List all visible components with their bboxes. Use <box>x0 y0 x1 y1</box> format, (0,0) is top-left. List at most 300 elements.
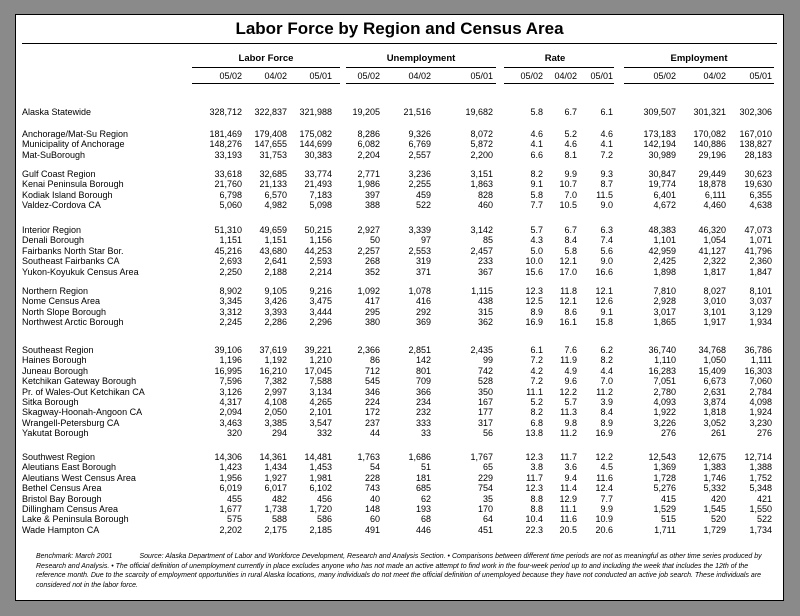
table-cell: 6,673 <box>703 376 726 387</box>
table-cell: 5.2 <box>530 397 543 407</box>
table-cell: 3,142 <box>470 225 493 235</box>
table-cell: 5,332 <box>703 483 726 494</box>
table-cell: 47,073 <box>744 225 772 235</box>
table-cell: 9.9 <box>564 169 577 179</box>
table-cell: 2,771 <box>357 169 380 179</box>
table-cell: 11.9 <box>560 355 577 366</box>
table-cell: 15.8 <box>595 317 613 328</box>
table-cell: 22.3 <box>525 524 543 535</box>
table-cell: 12.2 <box>595 452 613 462</box>
table-cell: 6,019 <box>219 483 242 494</box>
table-cell: 1,927 <box>264 472 287 483</box>
table-cell: 17.0 <box>559 266 577 277</box>
table-cell: 30,623 <box>744 169 772 179</box>
table-cell: 1,453 <box>309 462 332 473</box>
table-cell: 21,493 <box>304 179 332 190</box>
group-rule <box>346 67 496 68</box>
area-name: Sitka Borough <box>22 397 79 407</box>
table-cell: 237 <box>364 417 380 428</box>
table-cell: 45,216 <box>214 245 242 256</box>
table-cell: 4.5 <box>600 462 613 473</box>
table-cell: 4,265 <box>309 397 332 407</box>
table-cell: 9,216 <box>309 286 332 296</box>
table-row <box>16 225 785 235</box>
table-cell: 8,902 <box>219 286 242 296</box>
table-cell: 42,959 <box>648 245 676 256</box>
footnote-text: • Comparisons between different time periods are not as meaningful as other time series produced by Research and Analysis. • The official definition of unemployment currently in place excludes anyone who has not made an active attempt to find work in the four-week period up to and including the week that includes the 12th of the reference month. Due to the scarcity of employment opportunities in rural Alaska locations, many individuals do not meet the official definition of unemployed because they have not conducted an active job search. These individuals are considered not in the labor force. <box>36 553 762 589</box>
table-cell: 5,872 <box>470 139 493 150</box>
table-cell: 586 <box>316 514 332 525</box>
table-cell: 2,214 <box>309 266 332 277</box>
table-row <box>16 428 785 438</box>
table-cell: 362 <box>477 317 493 328</box>
table-cell: 234 <box>415 397 431 407</box>
table-cell: 51,310 <box>214 225 242 235</box>
table-cell: 522 <box>756 514 772 525</box>
table-cell: 2,296 <box>309 317 332 328</box>
group-header-labor-force: Labor Force <box>238 53 294 64</box>
table-row <box>16 483 785 493</box>
table-cell: 34,768 <box>698 345 726 355</box>
table-cell: 1,071 <box>749 235 772 246</box>
table-row <box>16 366 785 376</box>
group-header-employment: Employment <box>670 53 728 64</box>
table-cell: 3,463 <box>219 417 242 428</box>
table-cell: 3,010 <box>703 296 726 307</box>
table-cell: 37,619 <box>259 345 287 355</box>
table-cell: 148 <box>364 504 380 514</box>
table-cell: 388 <box>364 200 380 211</box>
table-cell: 1,383 <box>703 462 726 473</box>
table-cell: 482 <box>271 493 287 504</box>
table-cell: 21,516 <box>403 107 431 117</box>
table-cell: 3,339 <box>408 225 431 235</box>
table-cell: 333 <box>415 417 431 428</box>
table-cell: 2,245 <box>219 317 242 328</box>
table-cell: 438 <box>477 296 493 307</box>
table-cell: 4,638 <box>749 200 772 211</box>
table-cell: 350 <box>477 386 493 397</box>
table-cell: 29,196 <box>698 149 726 160</box>
table-cell: 2,185 <box>309 524 332 535</box>
table-row <box>16 179 785 189</box>
table-cell: 16,303 <box>744 365 772 376</box>
area-name: Anchorage/Mat-Su Region <box>22 129 129 139</box>
area-name: Kodiak Island Borough <box>22 189 113 200</box>
table-row <box>16 150 785 160</box>
table-cell: 2,255 <box>408 179 431 190</box>
footnote-benchmark: Benchmark: March 2001 <box>36 553 113 560</box>
table-cell: 12.3 <box>525 452 543 462</box>
table-row <box>16 345 785 355</box>
table-cell: 12.1 <box>595 286 613 296</box>
table-cell: 8,027 <box>703 286 726 296</box>
table-cell: 17,045 <box>304 365 332 376</box>
column-header: 04/02 <box>703 71 726 81</box>
table-cell: 39,106 <box>214 345 242 355</box>
table-cell: 1,817 <box>703 266 726 277</box>
table-cell: 44 <box>369 428 380 439</box>
table-cell: 6,769 <box>408 139 431 150</box>
area-name: Yakutat Borough <box>22 428 89 439</box>
area-name: Wrangell-Petersburg CA <box>22 417 120 428</box>
area-name: Northwest Arctic Borough <box>22 317 124 328</box>
area-name: Wade Hampton CA <box>22 524 100 535</box>
table-cell: 6.7 <box>564 225 577 235</box>
table-cell: 3,312 <box>219 306 242 317</box>
table-cell: 460 <box>477 200 493 211</box>
table-cell: 588 <box>271 514 287 525</box>
table-cell: 12,714 <box>744 452 772 462</box>
table-cell: 5,060 <box>219 200 242 211</box>
table-cell: 8.2 <box>600 355 613 366</box>
table-cell: 10.9 <box>595 514 613 525</box>
area-name: Juneau Borough <box>22 365 89 376</box>
table-cell: 3,017 <box>653 306 676 317</box>
table-cell: 7.2 <box>600 149 613 160</box>
table-cell: 4.1 <box>600 139 613 150</box>
table-cell: 2,553 <box>408 245 431 256</box>
table-cell: 346 <box>364 386 380 397</box>
area-name: Southwest Region <box>22 452 96 462</box>
table-cell: 742 <box>477 365 493 376</box>
table-row <box>16 107 785 117</box>
table-cell: 3.9 <box>600 397 613 407</box>
table-cell: 232 <box>415 407 431 418</box>
table-cell: 9.0 <box>600 256 613 267</box>
table-cell: 1,545 <box>703 504 726 514</box>
table-cell: 2,094 <box>219 407 242 418</box>
table-cell: 1,192 <box>264 355 287 366</box>
table-cell: 416 <box>415 296 431 307</box>
table-cell: 15.6 <box>525 266 543 277</box>
table-cell: 33,774 <box>304 169 332 179</box>
table-cell: 50,215 <box>304 225 332 235</box>
table-cell: 828 <box>477 189 493 200</box>
table-cell: 28,183 <box>744 149 772 160</box>
table-cell: 167 <box>477 397 493 407</box>
table-cell: 1,924 <box>749 407 772 418</box>
table-cell: 1,767 <box>470 452 493 462</box>
table-row <box>16 235 785 245</box>
table-cell: 138,827 <box>739 139 772 150</box>
table-cell: 456 <box>316 493 332 504</box>
header-rule <box>624 83 774 84</box>
table-cell: 9.0 <box>600 200 613 211</box>
area-name: Haines Borough <box>22 355 87 366</box>
table-cell: 1,369 <box>653 462 676 473</box>
table-row <box>16 317 785 327</box>
table-cell: 451 <box>477 524 493 535</box>
table-cell: 2,557 <box>408 149 431 160</box>
table-cell: 1,729 <box>703 524 726 535</box>
table-cell: 7.7 <box>530 200 543 211</box>
table-cell: 319 <box>415 256 431 267</box>
table-row <box>16 256 785 266</box>
table-cell: 15,409 <box>698 365 726 376</box>
table-cell: 8.2 <box>530 169 543 179</box>
table-cell: 9.1 <box>600 306 613 317</box>
table-cell: 5.8 <box>530 107 543 117</box>
table-cell: 1,110 <box>654 355 676 366</box>
table-cell: 367 <box>477 266 493 277</box>
table-cell: 1,092 <box>357 286 380 296</box>
table-cell: 1,677 <box>219 504 242 514</box>
table-cell: 1,720 <box>309 504 332 514</box>
table-cell: 65 <box>482 462 493 473</box>
table-cell: 5.8 <box>564 245 577 256</box>
table-cell: 5,348 <box>749 483 772 494</box>
group-rule <box>504 67 614 68</box>
table-row <box>16 355 785 365</box>
table-cell: 6,082 <box>357 139 380 150</box>
table-cell: 6.2 <box>600 345 613 355</box>
table-cell: 1,423 <box>219 462 242 473</box>
area-name: Fairbanks North Star Bor. <box>22 245 124 256</box>
table-cell: 10.4 <box>525 514 543 525</box>
area-name: Skagway-Hoonah-Angoon CA <box>22 407 143 418</box>
table-cell: 1,981 <box>309 472 332 483</box>
table-cell: 1,728 <box>653 472 676 483</box>
table-cell: 754 <box>477 483 493 494</box>
table-cell: 62 <box>420 493 431 504</box>
table-cell: 9.9 <box>600 504 613 514</box>
table-cell: 30,383 <box>304 149 332 160</box>
table-cell: 46,320 <box>698 225 726 235</box>
table-cell: 11.3 <box>560 407 577 418</box>
table-cell: 317 <box>477 417 493 428</box>
table-cell: 8.9 <box>600 417 613 428</box>
table-cell: 229 <box>477 472 493 483</box>
table-cell: 743 <box>364 483 380 494</box>
column-header: 05/01 <box>590 71 613 81</box>
area-name: Alaska Statewide <box>22 107 92 117</box>
table-cell: 11.2 <box>560 428 577 439</box>
table-cell: 3,874 <box>703 397 726 407</box>
table-cell: 12.5 <box>525 296 543 307</box>
table-cell: 2,286 <box>264 317 287 328</box>
table-cell: 446 <box>415 524 431 535</box>
table-cell: 7,051 <box>653 376 676 387</box>
table-cell: 268 <box>364 256 380 267</box>
table-cell: 4,317 <box>219 397 242 407</box>
area-name: Nome Census Area <box>22 296 101 307</box>
table-cell: 3.8 <box>530 462 543 473</box>
column-header: 05/01 <box>470 71 493 81</box>
table-cell: 228 <box>364 472 380 483</box>
table-cell: 1,054 <box>703 235 726 246</box>
table-cell: 4.6 <box>564 139 577 150</box>
table-cell: 36,786 <box>744 345 772 355</box>
table-cell: 528 <box>477 376 493 387</box>
table-cell: 685 <box>415 483 431 494</box>
table-cell: 6.8 <box>530 417 543 428</box>
table-cell: 6.1 <box>600 107 613 117</box>
table-cell: 1,050 <box>703 355 726 366</box>
table-cell: 4,093 <box>653 397 676 407</box>
table-cell: 1,763 <box>357 452 380 462</box>
table-cell: 1,863 <box>470 179 493 190</box>
table-cell: 19,774 <box>648 179 676 190</box>
table-cell: 16.9 <box>595 428 613 439</box>
group-header-unemployment: Unemployment <box>386 53 456 64</box>
table-cell: 1,986 <box>357 179 380 190</box>
area-name: Kenai Peninsula Borough <box>22 179 124 190</box>
area-name: Northern Region <box>22 286 89 296</box>
table-row <box>16 286 785 296</box>
table-cell: 2,366 <box>357 345 380 355</box>
table-cell: 36,740 <box>648 345 676 355</box>
table-cell: 12.9 <box>559 493 577 504</box>
table-cell: 369 <box>415 317 431 328</box>
table-cell: 12.4 <box>595 483 613 494</box>
table-cell: 41,127 <box>698 245 726 256</box>
column-header: 05/02 <box>653 71 676 81</box>
table-cell: 455 <box>226 493 242 504</box>
table-cell: 712 <box>364 365 380 376</box>
table-cell: 5.6 <box>600 245 613 256</box>
table-cell: 3,345 <box>219 296 242 307</box>
table-cell: 6.1 <box>530 345 543 355</box>
area-name: North Slope Borough <box>22 306 107 317</box>
table-cell: 6,111 <box>704 189 726 200</box>
page-title: Labor Force by Region and Census Area <box>235 19 564 38</box>
table-cell: 1,734 <box>749 524 772 535</box>
table-row <box>16 129 785 139</box>
title-divider <box>22 43 777 44</box>
table-cell: 20.6 <box>595 524 613 535</box>
table-cell: 328,712 <box>209 107 242 117</box>
table-row <box>16 473 785 483</box>
column-header: 05/01 <box>309 71 332 81</box>
table-cell: 147,655 <box>254 139 287 150</box>
table-cell: 8.9 <box>530 306 543 317</box>
table-cell: 14,306 <box>214 452 242 462</box>
table-cell: 9,105 <box>264 286 287 296</box>
table-cell: 3,129 <box>749 306 772 317</box>
table-row <box>16 307 785 317</box>
area-name: Bethel Census Area <box>22 483 102 494</box>
table-cell: 16,283 <box>648 365 676 376</box>
group-rule <box>192 67 340 68</box>
table-cell: 179,408 <box>254 129 287 139</box>
table-cell: 12,543 <box>648 452 676 462</box>
area-name: Interior Region <box>22 225 82 235</box>
table-cell: 4,108 <box>264 397 287 407</box>
table-cell: 575 <box>226 514 242 525</box>
table-cell: 9.6 <box>564 376 577 387</box>
table-cell: 2,200 <box>470 149 493 160</box>
table-cell: 801 <box>415 365 431 376</box>
table-cell: 520 <box>710 514 726 525</box>
table-cell: 309,507 <box>643 107 676 117</box>
table-cell: 12.3 <box>525 483 543 494</box>
table-cell: 2,927 <box>357 225 380 235</box>
table-cell: 10.0 <box>525 256 543 267</box>
table-cell: 1,210 <box>309 355 332 366</box>
table-cell: 5.8 <box>530 189 543 200</box>
table-cell: 8.6 <box>564 306 577 317</box>
table-cell: 380 <box>364 317 380 328</box>
table-cell: 1,151 <box>219 235 242 246</box>
table-cell: 1,922 <box>653 407 676 418</box>
table-cell: 13.8 <box>525 428 543 439</box>
table-cell: 68 <box>420 514 431 525</box>
area-name: Lake & Peninsula Borough <box>22 514 129 525</box>
table-cell: 321,988 <box>299 107 332 117</box>
table-cell: 322,837 <box>254 107 287 117</box>
table-cell: 7,596 <box>219 376 242 387</box>
table-cell: 8.1 <box>564 149 577 160</box>
table-cell: 3,236 <box>408 169 431 179</box>
table-cell: 97 <box>420 235 431 246</box>
table-cell: 19,205 <box>352 107 380 117</box>
table-cell: 3,134 <box>309 386 332 397</box>
table-cell: 2,250 <box>219 266 242 277</box>
table-cell: 10.5 <box>559 200 577 211</box>
table-row <box>16 376 785 386</box>
column-header: 04/02 <box>408 71 431 81</box>
table-cell: 20.5 <box>559 524 577 535</box>
table-cell: 2,457 <box>470 245 493 256</box>
table-cell: 3,052 <box>703 417 726 428</box>
table-cell: 148,276 <box>209 139 242 150</box>
table-cell: 99 <box>482 355 493 366</box>
table-cell: 545 <box>364 376 380 387</box>
table-cell: 48,383 <box>648 225 676 235</box>
table-cell: 64 <box>482 514 493 525</box>
table-cell: 7,382 <box>264 376 287 387</box>
table-cell: 6,570 <box>264 189 287 200</box>
table-row <box>16 387 785 397</box>
table-cell: 2,435 <box>470 345 493 355</box>
area-name: Mat-SuBorough <box>22 149 86 160</box>
table-cell: 16.6 <box>595 266 613 277</box>
table-cell: 4.2 <box>530 365 543 376</box>
area-name: Aleutians West Census Area <box>22 472 136 483</box>
table-cell: 173,183 <box>643 129 676 139</box>
table-cell: 8.8 <box>530 493 543 504</box>
table-cell: 3,151 <box>470 169 493 179</box>
table-cell: 7,588 <box>309 376 332 387</box>
table-cell: 294 <box>271 428 287 439</box>
table-cell: 1,898 <box>653 266 676 277</box>
table-cell: 4.6 <box>600 129 613 139</box>
table-cell: 4.6 <box>530 129 543 139</box>
table-cell: 11.4 <box>560 483 577 494</box>
table-cell: 8.7 <box>600 179 613 190</box>
table-cell: 175,082 <box>299 129 332 139</box>
area-name: Municipality of Anchorage <box>22 139 125 150</box>
table-cell: 39,221 <box>304 345 332 355</box>
table-cell: 11.7 <box>526 472 543 483</box>
area-name: Gulf Coast Region <box>22 169 96 179</box>
table-cell: 2,175 <box>264 524 287 535</box>
table-cell: 7,183 <box>309 189 332 200</box>
table-cell: 421 <box>756 493 772 504</box>
table-cell: 295 <box>364 306 380 317</box>
table-cell: 3,547 <box>309 417 332 428</box>
table-cell: 366 <box>415 386 431 397</box>
table-cell: 11.1 <box>526 386 543 397</box>
column-header: 04/02 <box>264 71 287 81</box>
table-cell: 1,111 <box>750 355 772 366</box>
table-cell: 4.1 <box>530 139 543 150</box>
table-cell: 7.7 <box>600 493 613 504</box>
table-row <box>16 139 785 149</box>
table-cell: 1,934 <box>749 317 772 328</box>
table-cell: 3,393 <box>264 306 287 317</box>
